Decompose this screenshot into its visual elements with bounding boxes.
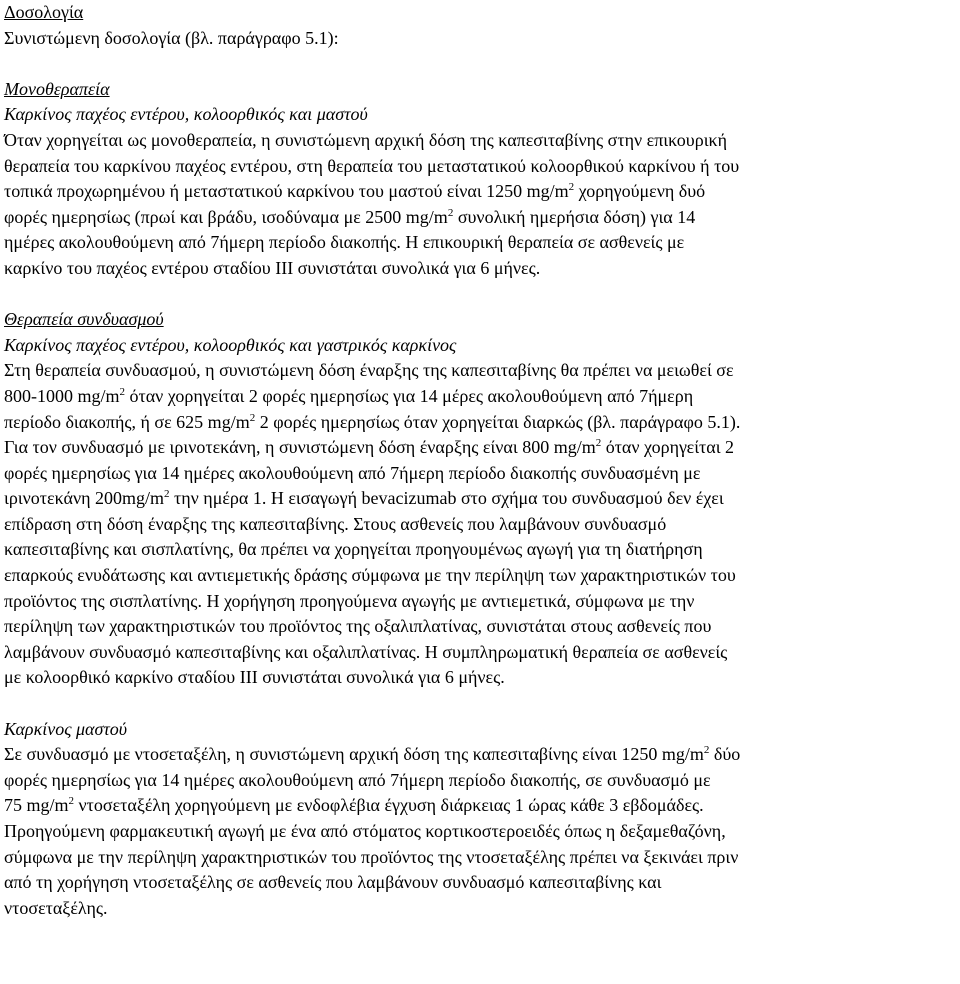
text-line bbox=[4, 205, 960, 231]
text-line bbox=[4, 410, 960, 436]
superscript: 2 bbox=[119, 385, 125, 398]
superscript: 2 bbox=[703, 744, 710, 757]
superscript: 2 bbox=[68, 795, 75, 808]
section-subtitle: Συνιστώμενη δοσολογία (βλ. παράγραφο 5.1): bbox=[4, 27, 339, 48]
text-line: περίληψη των χαρακτηριστικών του προϊόντος της οξαλιπλατίνας, συνιστάται στους ασθενείς που bbox=[4, 616, 712, 637]
superscript: 2 bbox=[249, 411, 256, 424]
combination-section bbox=[4, 307, 960, 691]
text-line: καπεσιταβίνης και σισπλατίνης, θα πρέπει να χορηγείται προηγουμένως αγωγή για τη διατήρηση bbox=[4, 539, 703, 560]
dosage-section bbox=[4, 0, 960, 51]
text-segment: 75 mg/m bbox=[4, 795, 69, 816]
text-segment: όταν χορηγείται 2 bbox=[601, 437, 735, 458]
monotherapy-subtitle: Καρκίνος παχέος εντέρου, κολοορθικός και μαστού bbox=[4, 104, 368, 125]
text-line: επαρκούς ενυδάτωσης και αντιεμετικής δράσης σύμφωνα με την περίληψη των χαρακτηριστικών του bbox=[4, 565, 736, 586]
text-line: λαμβάνουν συνδυασμό καπεσιταβίνης και οξαλιπλατίνας. Η συμπληρωματική θεραπεία σε ασθενείς bbox=[4, 641, 728, 662]
text-segment: 800-1000 mg/m bbox=[4, 385, 120, 406]
breast-title: Καρκίνος μαστού bbox=[4, 718, 128, 739]
text-line bbox=[4, 793, 960, 819]
text-line: σύμφωνα με την περίληψη χαρακτηριστικών του προϊόντος της ντοσεταξέλης πρέπει να ξεκινάει πριν bbox=[4, 846, 739, 867]
combination-subtitle: Καρκίνος παχέος εντέρου, κολοορθικός και γαστρικός καρκίνος bbox=[4, 334, 457, 355]
text-segment: περίοδο διακοπής, ή σε 625 mg/m bbox=[4, 411, 250, 432]
text-line bbox=[4, 435, 960, 461]
text-line: Όταν χορηγείται ως μονοθεραπεία, η συνιστώμενη αρχική δόση της καπεσιταβίνης στην επικουρική bbox=[4, 129, 728, 150]
text-line bbox=[4, 179, 960, 205]
text-segment: όταν χορηγείται 2 φορές ημερησίως για 14 μέρες ακολουθούμενη από 7ήμερη bbox=[125, 385, 694, 406]
text-line bbox=[4, 742, 960, 768]
monotherapy-section bbox=[4, 77, 960, 282]
paragraph-gap bbox=[4, 691, 960, 717]
text-line: Στη θεραπεία συνδυασμού, η συνιστώμενη δόση έναρξης της καπεσιταβίνης θα πρέπει να μειωθεί σε bbox=[4, 360, 734, 381]
superscript: 2 bbox=[164, 488, 170, 501]
text-line: προϊόντος της σισπλατίνης. Η χορήγηση προηγούμενα αγωγής με αντιεμετικά, σύμφωνα με την bbox=[4, 590, 695, 611]
text-line: ημέρες ακολουθούμενη από 7ήμερη περίοδο διακοπής. Η επικουρική θεραπεία σε ασθενείς με bbox=[4, 232, 685, 253]
text-segment: Για τον συνδυασμό με ιρινοτεκάνη, η συνιστώμενη δόση έναρξης είναι 800 mg/m bbox=[4, 437, 596, 458]
text-line bbox=[4, 384, 960, 410]
text-line bbox=[4, 486, 960, 512]
text-line: Προηγούμενη φαρμακευτική αγωγή με ένα από στόματος κορτικοστεροειδές όπως η δεξαμεθαζόνη, bbox=[4, 821, 726, 841]
section-title: Δοσολογία bbox=[4, 2, 84, 22]
monotherapy-title: Μονοθεραπεία bbox=[4, 78, 110, 99]
text-segment: ιρινοτεκάνη 200mg/m bbox=[4, 488, 164, 509]
breast-body bbox=[4, 742, 960, 921]
text-line: ντοσεταξέλης. bbox=[4, 897, 108, 918]
text-segment: ντοσεταξέλη χορηγούμενη με ενδοφλέβια έγχυση διάρκειας 1 ώρας κάθε 3 εβδομάδες. bbox=[74, 795, 704, 816]
text-segment: 2 φορές ημερησίως όταν χορηγείται διαρκώς (βλ. παράγραφο 5.1). bbox=[255, 411, 741, 432]
text-line: θεραπεία του καρκίνου παχέος εντέρου, στη θεραπεία του μεταστατικού κολοορθικού καρκίνου ή του bbox=[4, 155, 740, 176]
text-segment: φορές ημερησίως (πρωί και βράδυ, ισοδύναμα με 2500 mg/m bbox=[4, 206, 448, 227]
text-segment: τοπικά προχωρημένου ή μεταστατικού καρκίνου του μαστού είναι 1250 mg/m bbox=[4, 181, 569, 202]
breast-section bbox=[4, 717, 960, 922]
text-line: φορές ημερησίως για 14 ημέρες ακολουθούμενη από 7ήμερη περίοδο διακοπής, σε συνδυασμό με bbox=[4, 769, 711, 790]
text-line: από τη χορήγηση ντοσεταξέλης σε ασθενείς που λαμβάνουν συνδυασμό καπεσιταβίνης και bbox=[4, 872, 662, 893]
text-line: επίδραση στη δόση έναρξης της καπεσιταβίνης. Στους ασθενείς που λαμβάνουν συνδυασμό bbox=[4, 513, 667, 534]
monotherapy-body bbox=[4, 128, 960, 282]
text-segment: την ημέρα 1. Η εισαγωγή bevacizumab στο σχήμα του συνδυασμού δεν έχει bbox=[169, 488, 724, 509]
paragraph-gap bbox=[4, 282, 960, 308]
superscript: 2 bbox=[595, 437, 602, 450]
superscript: 2 bbox=[568, 181, 575, 194]
text-line: φορές ημερησίως για 14 ημέρες ακολουθούμενη από 7ήμερη περίοδο διακοπής συνδυασμένη με bbox=[4, 462, 701, 483]
superscript: 2 bbox=[447, 206, 454, 219]
paragraph-gap bbox=[4, 51, 960, 77]
combination-body bbox=[4, 358, 960, 691]
text-segment: δύο bbox=[709, 744, 741, 765]
text-segment: Σε συνδυασμό με ντοσεταξέλη, η συνιστώμενη αρχική δόση της καπεσιταβίνης είναι 1250 mg/m bbox=[4, 744, 704, 765]
combination-title: Θεραπεία συνδυασμού bbox=[4, 309, 164, 330]
text-segment: συνολική ημερήσια δόση) για 14 bbox=[453, 206, 696, 227]
text-line: με κολοορθικό καρκίνο σταδίου ΙΙΙ συνιστάται συνολικά για 6 μήνες. bbox=[4, 667, 505, 688]
text-segment: χορηγούμενη δυό bbox=[574, 181, 706, 202]
text-line: καρκίνο του παχέος εντέρου σταδίου ΙΙΙ συνιστάται συνολικά για 6 μήνες. bbox=[4, 257, 541, 278]
